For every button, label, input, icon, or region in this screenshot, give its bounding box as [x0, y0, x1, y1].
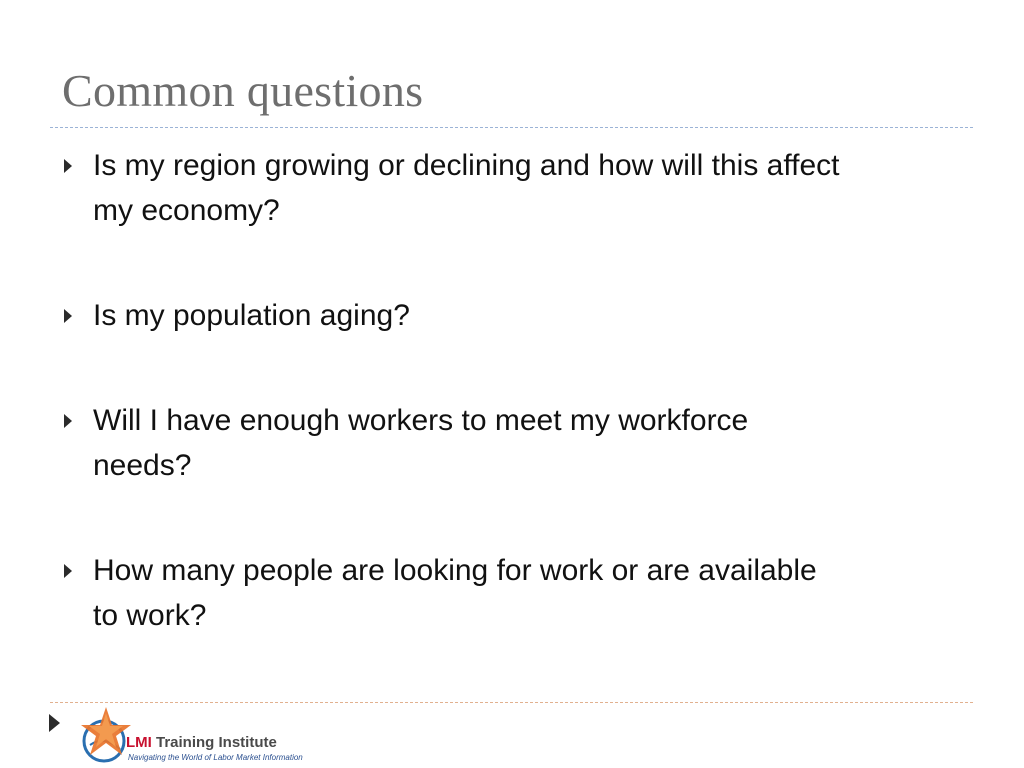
bullet-list [60, 143, 960, 638]
bullet-text: Is my region growing or declining and how will this affect [93, 149, 840, 182]
bullet-text-continued: my economy? [93, 194, 280, 227]
bullet-arrow-icon [64, 159, 72, 173]
play-arrow-icon[interactable] [49, 714, 60, 732]
bullet-text: Is my population aging? [93, 299, 410, 332]
bullet-arrow-icon [64, 564, 72, 578]
slide-title: Common questions [62, 65, 424, 116]
bullet-item [60, 548, 960, 638]
bullet-text: Will I have enough workers to meet my workforce [93, 404, 749, 437]
bullet-text: How many people are looking for work or are available [93, 554, 817, 587]
bullet-item [60, 143, 960, 233]
title-divider [50, 127, 973, 128]
footer-divider [50, 702, 973, 703]
logo-tagline: Navigating the World of Labor Market Information [128, 753, 303, 762]
bullet-text-continued: needs? [93, 449, 192, 482]
lmi-training-institute-logo [76, 705, 303, 765]
bullet-arrow-icon [64, 309, 72, 323]
logo-brand: LMI [126, 734, 152, 751]
logo-wordmark [126, 734, 277, 751]
bullet-item [60, 293, 960, 338]
logo-name: Training Institute [151, 734, 277, 751]
bullet-text-continued: to work? [93, 599, 207, 632]
bullet-item [60, 398, 960, 488]
bullet-arrow-icon [64, 414, 72, 428]
